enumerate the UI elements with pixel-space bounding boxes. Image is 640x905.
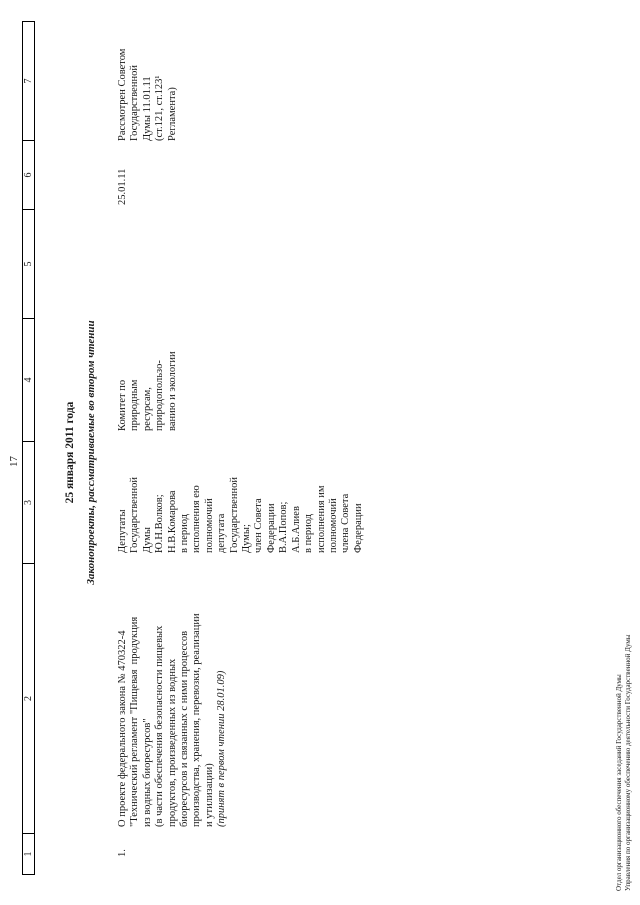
council-status: Рассмотрен Советом Государственной Думы 11.01.11 (ст.121, ст.123¹ Регламента) (117, 48, 178, 141)
bill-authors: Депутаты Государственной Думы Ю.Н.Волков; Н.В.Комарова в период исполнения ею полномочий депутата Государственной Думы; член Совета Федерации В.А.Попов; А.Б.Алиев в период исполнения им полномочий члена Совета Федерации (117, 477, 364, 553)
row-number: 1. (117, 849, 128, 857)
column-header-1: 1 (22, 834, 35, 875)
column-header-5: 5 (22, 210, 35, 319)
column-header-3: 3 (22, 442, 35, 564)
bill-title-line: продуктов, произведенных из водных (166, 658, 178, 827)
bill-title (117, 565, 229, 827)
bill-title-line: и утилизации) (203, 763, 215, 827)
footer-line-1: Отдел организационного обеспечения заседаний Государственной Думы (615, 674, 623, 891)
column-header-6: 6 (22, 141, 35, 210)
date-title: 25 января 2011 года (64, 401, 76, 504)
column-header-2: 2 (22, 564, 35, 834)
column-header-7: 7 (22, 21, 35, 141)
first-reading-note: (принят в первом чтении 28.01.09) (216, 670, 228, 827)
bill-title-line: "Технический регламент "Пищевая продукция (129, 616, 141, 827)
bill-title-line: биоресурсов и связанных с ними процессов (179, 630, 191, 827)
bill-title-line: производства, хранения, перевозки, реализации (191, 613, 203, 827)
bill-title-line: О проекте федерального закона № 470322-4 (117, 630, 128, 827)
bill-title-line: (в части обеспечения безопасности пищевых (154, 625, 166, 827)
footer-line-2: Управления по организационному обеспечению деятельности Государственной Думы (624, 634, 632, 891)
section-title: Законопроекты, рассматриваемые во втором чтении (85, 320, 97, 585)
column-header-4: 4 (22, 319, 35, 442)
responsible-committee: Комитет по природным ресурсам, природопользо- ванию и экологии (117, 351, 178, 431)
bill-title-line: из водных биоресурсов" (141, 718, 153, 827)
consideration-date: 25.01.11 (117, 168, 128, 205)
page-number: 17 (8, 456, 20, 467)
